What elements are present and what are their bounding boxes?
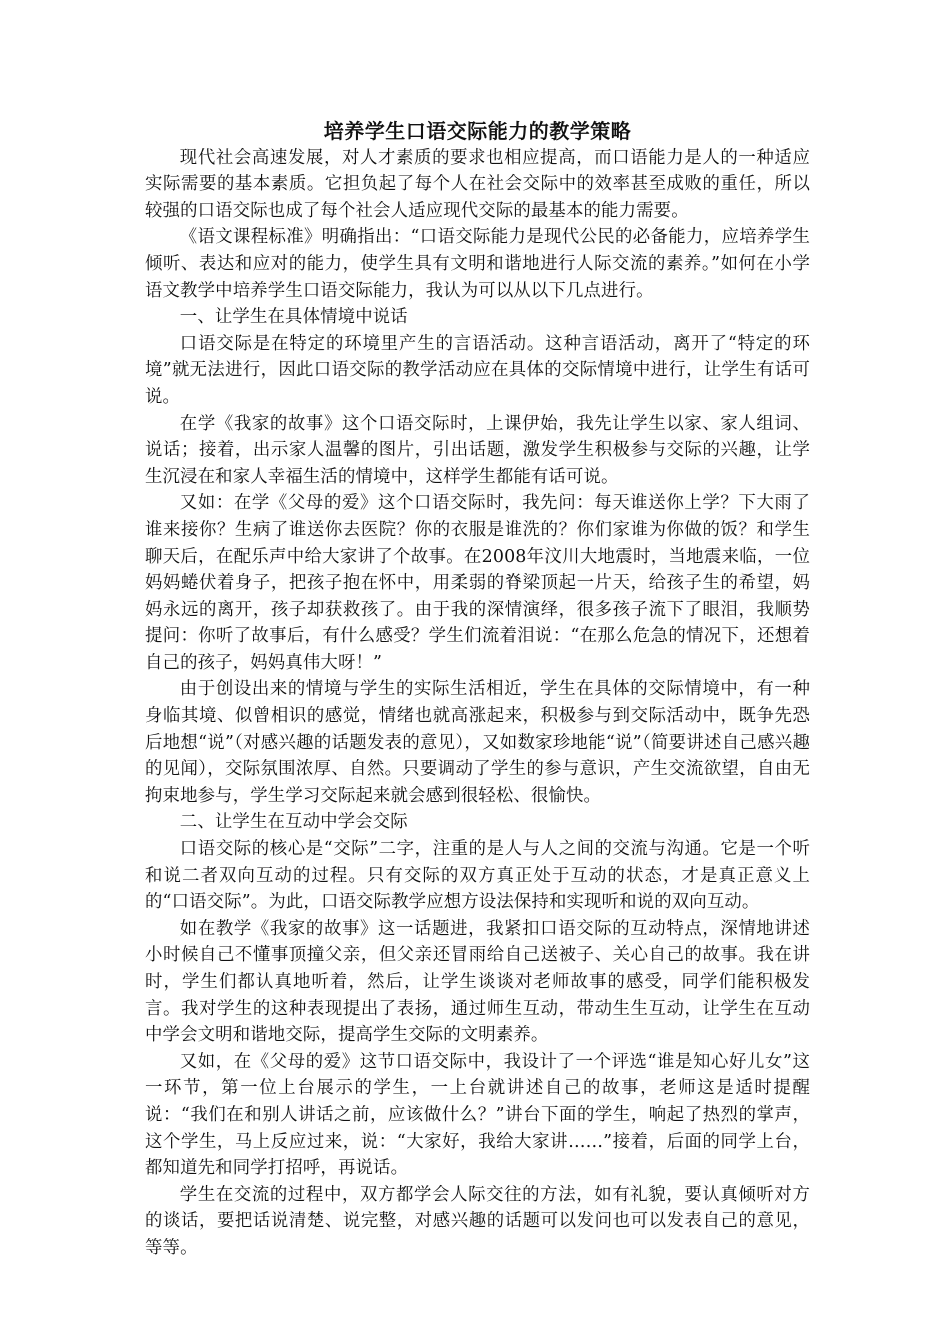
paragraph: 由于创设出来的情境与学生的实际生活相近，学生在具体的交际情境中，有一种身临其境、似曾相识的感觉，情绪也就高涨起来，积极参与到交际活动中，既争先恐后地想“说”（对感兴趣的话题发表的意见），又如数家珍地能“说”（简要讲述自己感兴趣的见闻），交际氛围浓厚、自然。只要调动了学生的参与意识，产生交流欲望，自由无拘束地参与，学生学习交际起来就会感到很轻松、很愉快。 — [145, 679, 810, 806]
section-heading: 一、让学生在具体情境中说话 — [179, 307, 408, 328]
paragraph: 口语交际的核心是“交际”二字，注重的是人与人之间的交流与沟通。它是一个听和说二者双向互动的过程。只有交际的双方真正处于互动的状态，才是真正意义上的“口语交际”。为此，口语交际教学应想方设法保持和实现听和说的双向互动。 — [145, 839, 810, 913]
paragraph: 又如，在《父母的爱》这节口语交际中，我设计了一个评选“谁是知心好儿女”这一环节，第一位上台展示的学生，一上台就讲述自己的故事，老师这是适时提醒说：“我们在和别人讲话之前，应该做什么？”讲台下面的学生，响起了热烈的掌声，这个学生，马上反应过来，说：“大家好，我给大家讲……”接着，后面的同学上台，都知道先和同学打招呼，再说话。 — [145, 1051, 810, 1179]
paragraph: 学生在交流的过程中，双方都学会人际交往的方法，如有礼貌，要认真倾听对方的谈话，要把话说清楚、说完整，对感兴趣的话题可以发问也可以发表自己的意见，等等。 — [145, 1184, 810, 1258]
paragraph: 口语交际是在特定的环境里产生的言语活动。这种言语活动，离开了“特定的环境”就无法进行，因此口语交际的教学活动应在具体的交际情境中进行，让学生有话可说。 — [145, 333, 810, 407]
paragraph: 现代社会高速发展，对人才素质的要求也相应提高，而口语能力是人的一种适应实际需要的基本素质。它担负起了每个人在社会交际中的效率甚至成败的重任，所以较强的口语交际也成了每个社会人适应现代交际的最基本的能力需要。 — [145, 147, 810, 221]
document-page — [145, 118, 810, 1262]
paragraph: 又如：在学《父母的爱》这个口语交际时，我先问：每天谁送你上学？下大雨了谁来接你？生病了谁送你去医院？你的衣服是谁洗的？你们家谁为你做的饭？和学生聊天后，在配乐声中给大家讲了个故事。在2008年汶川大地震时，当地震来临，一位妈妈蜷伏着身子，把孩子抱在怀中，用柔弱的脊梁顶起一片天，给孩子生的希望，妈妈永远的离开，孩子却获救孩了。由于我的深情演绎，很多孩子流下了眼泪，我顺势提问：你听了故事后，有什么感受？学生们流着泪说：“在那么危急的情况下，还想着自己的孩子，妈妈真伟大呀！” — [145, 493, 810, 673]
section-heading: 二、让学生在互动中学会交际 — [179, 812, 408, 833]
paragraph: 如在教学《我家的故事》这一话题进，我紧扣口语交际的互动特点，深情地讲述小时候自己不懂事顶撞父亲，但父亲还冒雨给自己送被子、关心自己的故事。我在讲时，学生们都认真地听着，然后，让学生谈谈对老师故事的感受，同学们能积极发言。我对学生的这种表现提出了表扬，通过师生互动，带动生生互动，让学生在互动中学会文明和谐地交际，提高学生交际的文明素养。 — [145, 918, 810, 1046]
paragraph: 在学《我家的故事》这个口语交际时，上课伊始，我先让学生以家、家人组词、说话；接着，出示家人温馨的图片，引出话题，激发学生积极参与交际的兴趣，让学生沉浸在和家人幸福生活的情境中，这样学生都能有话可说。 — [145, 413, 810, 487]
document-title: 培养学生口语交际能力的教学策略 — [323, 119, 632, 143]
paragraph: 《语文课程标准》明确指出：“口语交际能力是现代公民的必备能力，应培养学生倾听、表达和应对的能力，使学生具有文明和谐地进行人际交流的素养。”如何在小学语文教学中培养学生口语交际能力，我认为可以从以下几点进行。 — [145, 227, 810, 301]
